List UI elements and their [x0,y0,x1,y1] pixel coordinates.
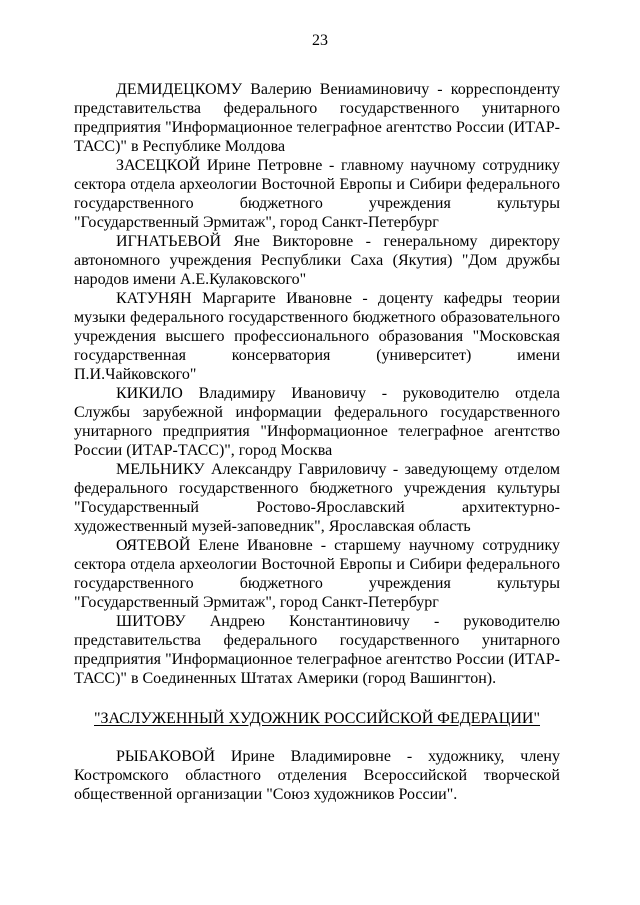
document-body [74,80,560,804]
section-title: "ЗАСЛУЖЕННЫЙ ХУДОЖНИК РОССИЙСКОЙ ФЕДЕРАЦИИ" [94,710,540,727]
award-entry-ignatyeva: ИГНАТЬЕВОЙ Яне Викторовне - генеральному директору автономного учреждения Республики Саха (Якутия) "Дом дружбы народов имени А.Е.Кулаковского" [74,233,560,288]
section-spacer [74,728,560,747]
award-entry-kikilo: КИКИЛО Владимиру Ивановичу - руководителю отдела Службы зарубежной информации федерального государственного унитарного предприятия "Информационное телеграфное агентство России (ИТАР-ТАСС)", город Москва [74,385,560,459]
award-entry-shitov: ШИТОВУ Андрею Константиновичу - руководителю представительства федерального государственного унитарного предприятия "Информационное телеграфное агентство России (ИТАР-ТАСС)" в Соединенных Штатах Америки (город Вашингтон). [74,613,560,687]
award-entry-melnik: МЕЛЬНИКУ Александру Гавриловичу - заведующему отделом федерального государственного бюджетного учреждения культуры "Государственный Ростово-Ярославский архитектурно-художественный музей-заповедник", Ярославская область [74,461,560,535]
award-entry-zasetskaya: ЗАСЕЦКОЙ Ирине Петровне - главному научному сотруднику сектора отдела археологии Восточной Европы и Сибири федерального государственного бюджетного учреждения культуры "Государственный Эрмитаж", город Санкт-Петербург [74,157,560,231]
page-number: 23 [312,32,328,49]
award-entry-katunyan: КАТУНЯН Маргарите Ивановне - доценту кафедры теории музыки федерального государственного бюджетного образовательного учреждения высшего профессионального образования "Московская государственная консерватория (университет) имени П.И.Чайковского" [74,290,560,383]
award-entry-oyateva: ОЯТЕВОЙ Елене Ивановне - старшему научному сотруднику сектора отдела археологии Восточной Европы и Сибири федерального государственного бюджетного учреждения культуры "Государственный Эрмитаж", город Санкт-Петербург [74,537,560,611]
award-entry-rybakova: РЫБАКОВОЙ Ирине Владимировне - художнику, члену Костромского областного отделения Всероссийской творческой общественной организации "Союз художников России". [74,748,560,803]
award-entry-demidetsky: ДЕМИДЕЦКОМУ Валерию Вениаминовичу - корреспонденту представительства федерального государственного унитарного предприятия "Информационное телеграфное агентство России (ИТАР-ТАСС)" в Республике Молдова [74,81,560,155]
